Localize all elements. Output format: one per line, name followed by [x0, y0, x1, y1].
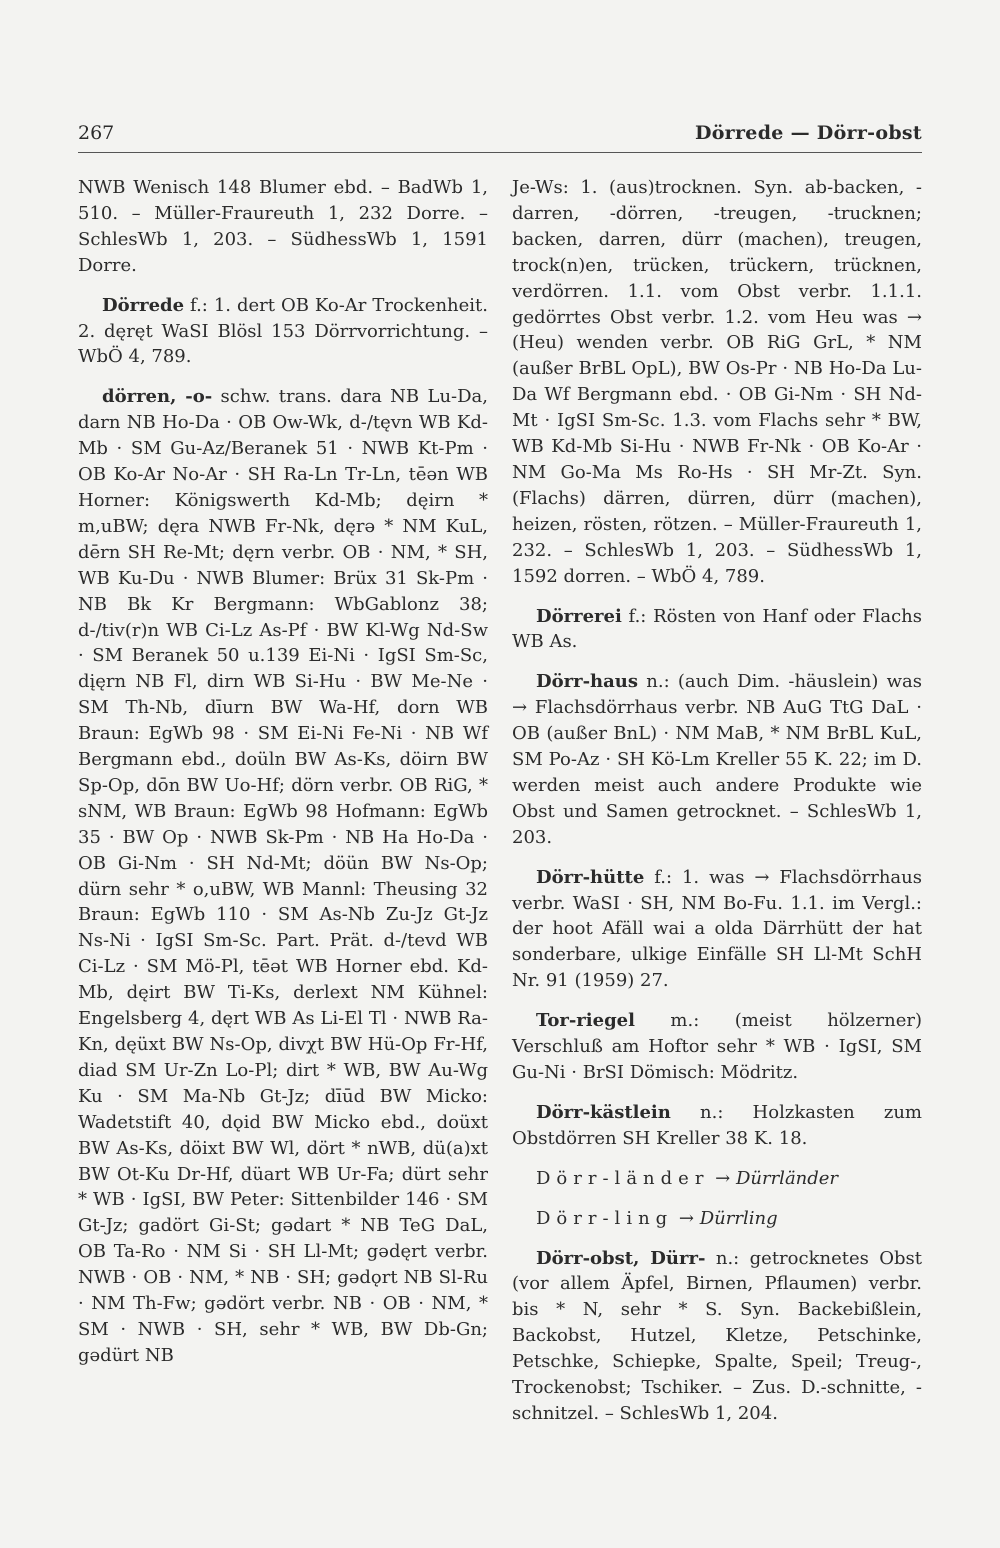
right-column — [512, 175, 922, 1441]
headword: Dörr-haus — [536, 671, 639, 693]
entry-body: schw. trans. dara NB Lu-Da, darn NB Ho-Da · OB Ow-Wk, d-/tęvn WB Kd-Mb · SM Gu-Az/Beranek 51 · NWB Kt-Pm · OB Ko-Ar No-Ar · SH Ra-Ln Tr-Ln, tēən WB Horner: Königswerth Kd-Mb; dęirn * m,uBW; dęra NWB Fr-Nk, dęrə * NM KuL, dērn SH Re-Mt; dęrn verbr. OB · NM, * SH, WB Ku-Du · NWB Blumer: Brüx 31 Sk-Pm · NB Bk Kr Bergmann: WbGablonz 38; d-/tiv(r)n WB Ci-Lz As-Pf · BW Kl-Wg Nd-Sw · SM Beranek 50 u.139 Ei-Ni · IgSI Sm-Sc, dįęrn NB Fl, dirn WB Si-Hu · BW Me-Ne · SM Th-Nb, dīurn BW Wa-Hf, dorn WB Braun: EgWb 98 · SM Ei-Ni Fe-Ni · NB Wf Bergmann ebd., doüln BW As-Ks, döirn BW Sp-Op, dōn BW Uo-Hf; dörn verbr. OB RiG, * sNM, WB Braun: EgWb 98 Hofmann: EgWb 35 · BW Op · NWB Sk-Pm · NB Ha Ho-Da · OB Gi-Nm · SH Nd-Mt; döün BW Ns-Op; dürn sehr * o,uBW, WB Mannl: Theusing 32 Braun: EgWb 110 · SM As-Nb Zu-Jz Gt-Jz Ns-Ni · IgSI Sm-Sc. Part. Prät. d-/tevd WB Ci-Lz · SM Mö-Pl, tēət WB Horner ebd. Kd-Mb, dęirt BW Ti-Ks, derlext NM Kühnel: Engelsberg 4, dęrt WB As Li-El Tl · NWB Ra-Kn, dęüxt BW Ns-Op, divχt BW Hü-Op Fr-Hf, diad SM Ur-Zn Lo-Pl; dirt * WB, BW Au-Wg Ku · SM Ma-Nb Gt-Jz; dīūd BW Micko: Wadetstift 40, dǫid BW Micko ebd., doüxt BW As-Ks, döixt BW Wl, dört * nWB, dü(a)xt BW Ot-Ku Dr-Hf, düart WB Ur-Fa; dürt sehr * WB · IgSI, BW Peter: Sittenbilder 146 · SM Gt-Jz; gadört Gi-St; gədart * NB TeG DaL, OB Ta-Ro · NM Si · SH Ll-Mt; gədęrt verbr. NWB · OB · NM, * NB · SH; gədǫrt NB Sl-Ru · NM Th-Fw; gədört verbr. NB · OB · NM, * SM · NWB · SH, sehr * WB, BW Db-Gn; gədürt NB — [78, 386, 489, 1366]
cross-reference — [512, 1206, 922, 1232]
dictionary-entry — [78, 293, 488, 371]
headword: Dörr-obst, Dürr- — [536, 1247, 706, 1269]
dictionary-entry — [512, 669, 922, 850]
entry-body: n.: Holzkasten zum Obstdörren SH Kreller 38 K. 18. — [512, 1101, 922, 1149]
dictionary-entry — [512, 1246, 922, 1427]
entry-continuation: NWB Wenisch 148 Blumer ebd. – BadWb 1, 510. – Müller-Fraureuth 1, 232 Dorre. – SchlesWb 1, 203. – SüdhessWb 1, 1591 Dorre. — [78, 177, 488, 276]
page-number: 267 — [78, 122, 115, 144]
headword: Dörrerei — [536, 605, 622, 627]
headword: Dörr-hütte — [536, 866, 645, 888]
entry-body: m.: (meist hölzerner) Verschluß am Hoftor sehr * WB · IgSI, SM Gu-Ni · BrSI Dömisch: Mödritz. — [512, 1010, 922, 1083]
dictionary-entry — [512, 1100, 922, 1152]
xref-target: → Dürrländer — [709, 1167, 839, 1189]
dictionary-entry — [78, 384, 488, 1368]
entry-body: n.: getrocknetes Obst (vor allem Äpfel, Birnen, Pflaumen) verbr. bis * N, sehr * S. Syn. Backebißlein, Backobst, Hutzel, Kletze, Petschinke, Petschke, Schiepke, Spalte, Speil; Treug-, Trockenobst; Tschiker. – Zus. D.-schnitte, -schnitzel. – SchlesWb 1, 204. — [512, 1247, 923, 1424]
dictionary-entry — [512, 604, 922, 656]
entry-body: f.: 1. dert OB Ko-Ar Trockenheit. 2. dęręt WaSI Blösl 153 Dörrvorrichtung. – WbÖ 4, 789. — [78, 294, 488, 368]
entry-continuation: Je-Ws: 1. (aus)trocknen. Syn. ab-backen, -darren, -dörren, -treugen, -trucknen; backen, darren, dürr (machen), treugen, trock(n)en, trücken, trückern, trücknen, verdörren. 1.1. vom Obst verbr. 1.1.1. gedörrtes Obst verbr. 1.2. vom Heu was → (Heu) wenden verbr. OB RiG GrL, * NM (außer BrBL OpL), BW Os-Pr · NB Ho-Da Lu-Da Wf Bergmann ebd. · OB Gi-Nm · SH Nd-Mt · IgSI Sm-Sc. 1.3. vom Flachs sehr * BW, WB Kd-Mb Si-Hu · NWB Fr-Nk · OB Ko-Ar · NM Go-Ma Ms Ro-Hs · SH Mr-Zt. Syn. (Flachs) därren, dürren, dürr (machen), heizen, rösten, rötzen. – Müller-Fraureuth 1, 232. – SchlesWb 1, 203. – SüdhessWb 1, 1592 dorren. – WbÖ 4, 789. — [512, 177, 922, 587]
xref-headword: Dörr-länder — [536, 1167, 710, 1189]
entry-body: n.: (auch Dim. -häuslein) was → Flachsdörrhaus verbr. NB AuG TtG DaL · OB (außer BnL) · NM MaB, * NM BrBL KuL, SM Po-Az · SH Kö-Lm Kreller 55 K. 22; im D. werden meist auch andere Produkte wie Obst und Samen getrocknet. – SchlesWb 1, 203. — [512, 671, 922, 848]
entry-body: f.: 1. was → Flachsdörrhaus verbr. WaSI · SH, NM Bo-Fu. 1.1. im Vergl.: der hoot Afäll wai a olda Därrhütt der hat sonderbare, ulkige Einfälle SH Ll-Mt SchH Nr. 91 (1959) 27. — [512, 866, 922, 992]
entry-body: f.: Rösten von Hanf oder Flachs WB As. — [512, 605, 922, 653]
running-head: Dörrede — Dörr-obst — [694, 122, 922, 144]
left-column — [78, 175, 488, 1383]
headword: dörren, -o- — [102, 386, 213, 408]
headword: Dörr-kästlein — [536, 1101, 671, 1123]
xref-target: → Dürrling — [673, 1207, 778, 1229]
headword: Dörrede — [102, 294, 185, 316]
page-header — [78, 118, 922, 153]
dictionary-entry — [512, 1008, 922, 1086]
dictionary-entry — [512, 865, 922, 995]
cross-reference — [512, 1166, 922, 1192]
xref-headword: Dörr-ling — [536, 1207, 674, 1229]
headword: Tor-riegel — [536, 1010, 635, 1032]
